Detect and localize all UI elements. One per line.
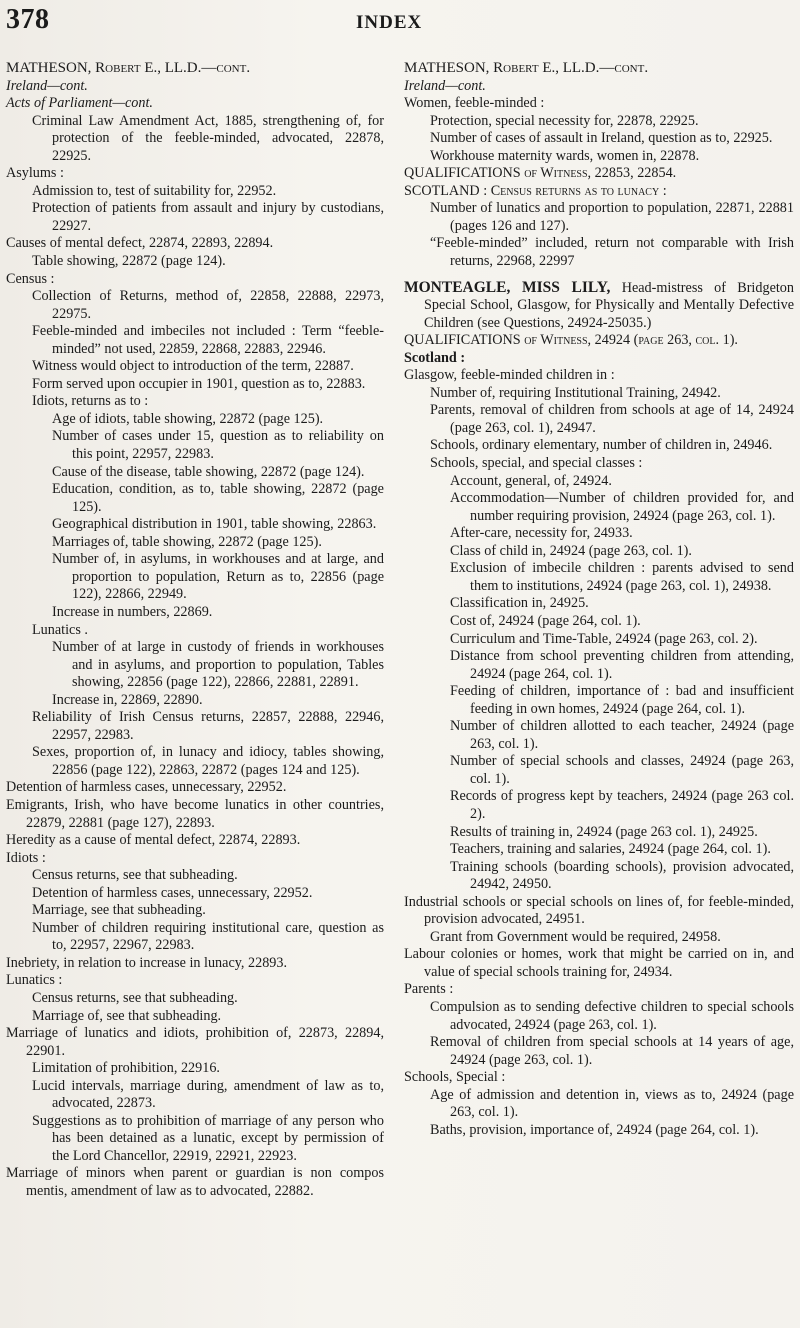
index-line: Lunatics :: [6, 972, 63, 989]
right-column: [404, 60, 794, 1139]
index-line: Number of children allotted to each teacher, 24924 (page 263, col. 1).: [450, 718, 794, 752]
right-entry-head: MATHESON, Robert E., LL.D.—cont.: [404, 60, 649, 76]
index-line: Criminal Law Amendment Act, 1885, strengthening of, for protection of the feeble-minded, advocated, 22878, 22925.: [32, 112, 384, 164]
index-line: Number of at large in custody of friends in workhouses and in asylums, and proportion to population, Tables showing, 22856 (page 122), 22866, 22881, 22891.: [52, 639, 384, 691]
index-line: Asylums :: [6, 165, 64, 182]
index-line: Census returns, see that subheading.: [32, 867, 238, 884]
right-index-lines: [404, 78, 794, 1140]
index-line: Lunatics .: [32, 621, 88, 638]
index-line: Number of special schools and classes, 24924 (page 263, col. 1).: [450, 753, 794, 787]
index-line: QUALIFICATIONS of Witness, 24924 (page 263, col. 1).: [404, 332, 738, 349]
index-line: Number of children requiring institutional care, question as to, 22957, 22967, 22983.: [32, 919, 384, 954]
index-line: Census :: [6, 270, 55, 287]
index-line: Reliability of Irish Census returns, 22857, 22888, 22946, 22957, 22983.: [32, 709, 384, 743]
index-line: Ireland—cont.: [404, 77, 486, 94]
index-line: Class of child in, 24924 (page 263, col. 1).: [450, 542, 692, 559]
index-line: Training schools (boarding schools), provision advocated, 24942, 24950.: [450, 858, 794, 893]
index-line: Accommodation—Number of children provided for, and number requiring provision, 24924 (page 263, col. 1).: [450, 490, 794, 524]
index-line: Age of idiots, table showing, 22872 (page 125).: [52, 410, 324, 427]
index-line: Glasgow, feeble-minded children in :: [404, 367, 615, 384]
index-line: SCOTLAND : Census returns as to lunacy :: [404, 182, 667, 199]
index-line: Increase in, 22869, 22890.: [52, 691, 203, 708]
index-line: Witness would object to introduction of the term, 22887.: [32, 358, 354, 375]
index-line: Grant from Government would be required, 24958.: [430, 928, 721, 945]
index-line: Age of admission and detention in, views as to, 24924 (page 263, col. 1).: [430, 1086, 794, 1121]
index-line: Marriage of lunatics and idiots, prohibition of, 22873, 22894, 22901.: [6, 1025, 384, 1059]
index-line: Emigrants, Irish, who have become lunatics in other countries, 22879, 22881 (page 127), 22893.: [6, 796, 384, 831]
left-column: [6, 60, 384, 1201]
index-line: Idiots, returns as to :: [32, 393, 149, 410]
index-line: Protection, special necessity for, 22878, 22925.: [430, 112, 699, 129]
index-line: Detention of harmless cases, unnecessary, 22952.: [6, 779, 287, 796]
index-line: “Feeble-minded” included, return not comparable with Irish returns, 22968, 22997: [430, 235, 794, 270]
index-line: Industrial schools or special schools on lines of, for feeble-minded, provision advocated, 24951.: [404, 893, 794, 928]
index-line: Marriage of, see that subheading.: [32, 1007, 222, 1024]
index-line: Table showing, 22872 (page 124).: [32, 253, 226, 270]
index-line: Records of progress kept by teachers, 24924 (page 263 col. 2).: [450, 788, 794, 822]
running-head: INDEX: [356, 12, 423, 33]
index-line: Admission to, test of suitability for, 22952.: [32, 182, 277, 199]
index-line: Inebriety, in relation to increase in lunacy, 22893.: [6, 954, 288, 971]
index-line: After-care, necessity for, 24933.: [450, 525, 633, 542]
entry-name: MONTEAGLE, MISS LILY,: [404, 278, 611, 296]
index-line: Suggestions as to prohibition of marriage of any person who has been detained as a lunatic, except by permission of the Lord Chancellor, 22919, 22921, 22923.: [32, 1112, 384, 1164]
index-line: Form served upon occupier in 1901, question as to, 22883.: [32, 375, 366, 392]
index-line: MONTEAGLE, MISS LILY, Head-mistress of Bridgeton Special School, Glasgow, for Physically and Mentally Defective Children (see Questions, 24924-25035.): [404, 278, 794, 331]
index-line: Parents :: [404, 981, 454, 998]
index-line: Women, feeble-minded :: [404, 95, 545, 112]
index-line: Ireland—cont.: [6, 77, 88, 94]
index-line: Feeble-minded and imbeciles not included : Term “feeble-minded” not used, 22859, 22868, 22883, 22946.: [32, 323, 384, 357]
index-line: Increase in numbers, 22869.: [52, 603, 213, 620]
index-line: Parents, removal of children from schools at age of 14, 24924 (page 263, col. 1), 24947.: [430, 402, 794, 436]
index-line: Labour colonies or homes, work that might be carried on in, and value of special schools training for, 24934.: [404, 946, 794, 980]
left-entry-head: MATHESON, Robert E., LL.D.—cont.: [6, 60, 251, 76]
index-line: Baths, provision, importance of, 24924 (page 264, col. 1).: [430, 1121, 759, 1138]
index-line: Removal of children from special schools at 14 years of age, 24924 (page 263, col. 1).: [430, 1034, 794, 1068]
index-line: Heredity as a cause of mental defect, 22874, 22893.: [6, 832, 301, 849]
index-line: Results of training in, 24924 (page 263 col. 1), 24925.: [450, 823, 758, 840]
index-line: Education, condition, as to, table showing, 22872 (page 125).: [52, 481, 384, 515]
index-line: Number of, in asylums, in workhouses and at large, and proportion to population, Return as to, 22856 (page 122), 22866, 22949.: [52, 551, 384, 603]
index-line: Compulsion as to sending defective children to special schools advocated, 24924 (page 263, col. 1).: [430, 998, 794, 1033]
index-line: Causes of mental defect, 22874, 22893, 22894.: [6, 235, 274, 252]
index-line: Cause of the disease, table showing, 22872 (page 124).: [52, 463, 365, 480]
index-line: Distance from school preventing children from attending, 24924 (page 264, col. 1).: [450, 648, 794, 682]
index-line: Scotland :: [404, 349, 466, 366]
index-line: Census returns, see that subheading.: [32, 989, 238, 1006]
index-line: Feeding of children, importance of : bad and insufficient feeding in own homes, 24924 (page 264, col. 1).: [450, 683, 794, 717]
index-line: Limitation of prohibition, 22916.: [32, 1060, 220, 1077]
index-line: Acts of Parliament—cont.: [6, 95, 153, 112]
index-line: Number of, requiring Institutional Training, 24942.: [430, 384, 721, 401]
index-line: Number of cases of assault in Ireland, question as to, 22925.: [430, 130, 773, 147]
index-line: Number of lunatics and proportion to population, 22871, 22881 (pages 126 and 127).: [430, 200, 794, 234]
index-line: Marriage, see that subheading.: [32, 902, 206, 919]
index-line: Workhouse maternity wards, women in, 22878.: [430, 147, 700, 164]
index-line: Teachers, training and salaries, 24924 (page 264, col. 1).: [450, 841, 771, 858]
index-line: Marriages of, table showing, 22872 (page 125).: [52, 533, 322, 550]
index-line: Schools, ordinary elementary, number of children in, 24946.: [430, 437, 773, 454]
index-line: Classification in, 24925.: [450, 595, 589, 612]
index-line: Geographical distribution in 1901, table showing, 22863.: [52, 516, 377, 533]
left-index-lines: [6, 78, 384, 1201]
index-line: QUALIFICATIONS of Witness, 22853, 22854.: [404, 165, 677, 182]
index-line: Schools, special, and special classes :: [430, 455, 643, 472]
page-number: 378: [6, 4, 50, 35]
index-line: Cost of, 24924 (page 264, col. 1).: [450, 612, 641, 629]
index-line: Curriculum and Time-Table, 24924 (page 263, col. 2).: [450, 630, 758, 647]
index-line: Collection of Returns, method of, 22858, 22888, 22973, 22975.: [32, 288, 384, 322]
index-line: Detention of harmless cases, unnecessary, 22952.: [32, 884, 313, 901]
index-line: Schools, Special :: [404, 1069, 506, 1086]
index-line: Idiots :: [6, 849, 46, 866]
index-line: Marriage of minors when parent or guardian is non compos mentis, amendment of law as to advocated, 22882.: [6, 1165, 384, 1199]
index-line: Number of cases under 15, question as to reliability on this point, 22957, 22983.: [52, 428, 384, 463]
index-line: Sexes, proportion of, in lunacy and idiocy, tables showing, 22856 (page 122), 22863, 22872 (pages 124 and 125).: [32, 744, 384, 778]
index-line: Lucid intervals, marriage during, amendment of law as to, advocated, 22873.: [32, 1077, 384, 1112]
index-line: Protection of patients from assault and injury by custodians, 22927.: [32, 200, 384, 234]
index-line: Exclusion of imbecile children : parents advised to send them to institutions, 24924 (page 263, col. 1), 24938.: [450, 560, 794, 594]
index-line: Account, general, of, 24924.: [450, 472, 612, 489]
